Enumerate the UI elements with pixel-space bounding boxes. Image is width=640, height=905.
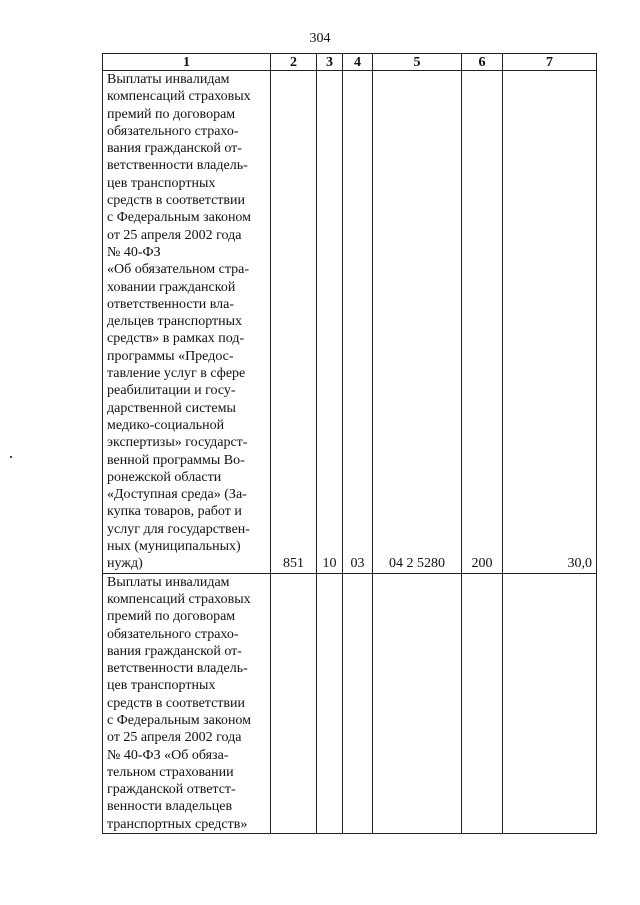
row-subsection-code (343, 573, 373, 833)
header-col-5: 5 (373, 54, 462, 71)
table-header (103, 54, 597, 71)
row-ministry-code (271, 573, 317, 833)
scan-artifact-dot (10, 456, 12, 458)
row-description: Выплаты инвалидам компенсаций страховых премий по договорам обязательного страхо- вания гражданской от- ветственности владель- цев транспортных средств в соответствии с Федеральным законом от 25 апреля 2002 года № 40-ФЗ «Об обяза- тельном страховании гражданской ответст- венности владельцев транспортных средств» (103, 573, 271, 833)
page-number: 304 (309, 31, 331, 46)
header-col-7: 7 (503, 54, 597, 71)
row-target-article (373, 573, 462, 833)
row-amount (503, 573, 597, 833)
header-col-2: 2 (271, 54, 317, 71)
header-row (103, 54, 597, 71)
budget-table (102, 53, 597, 834)
header-col-4: 4 (343, 54, 373, 71)
header-col-3: 3 (317, 54, 343, 71)
row-description: Выплаты инвалидам компенсаций страховых премий по договорам обязательного страхо- вания гражданской от- ветственности владель- цев транспортных средств в соответствии с Федеральным законом от 25 апреля 2002 года № 40-ФЗ «Об обязательном стра- ховании гражданской ответственности вла- дельцев транспортных средств» в рамках под- программы «Предос- тавление услуг в сфере реабилитации и госу- дарственной системы медико-социальной экспертизы» государст- венной программы Во- ронежской области «Доступная среда» (За- купка товаров, работ и услуг для государствен- ных (муниципальных) нужд) (103, 71, 271, 574)
row-target-article: 04 2 5280 (373, 71, 462, 574)
row-amount: 30,0 (503, 71, 597, 574)
row-subsection-code: 03 (343, 71, 373, 574)
row-section-code (317, 573, 343, 833)
row-expense-type: 200 (462, 71, 503, 574)
table-row (103, 573, 597, 833)
table-row (103, 71, 597, 574)
row-ministry-code: 851 (271, 71, 317, 574)
row-section-code: 10 (317, 71, 343, 574)
header-col-6: 6 (462, 54, 503, 71)
header-col-1: 1 (103, 54, 271, 71)
row-expense-type (462, 573, 503, 833)
